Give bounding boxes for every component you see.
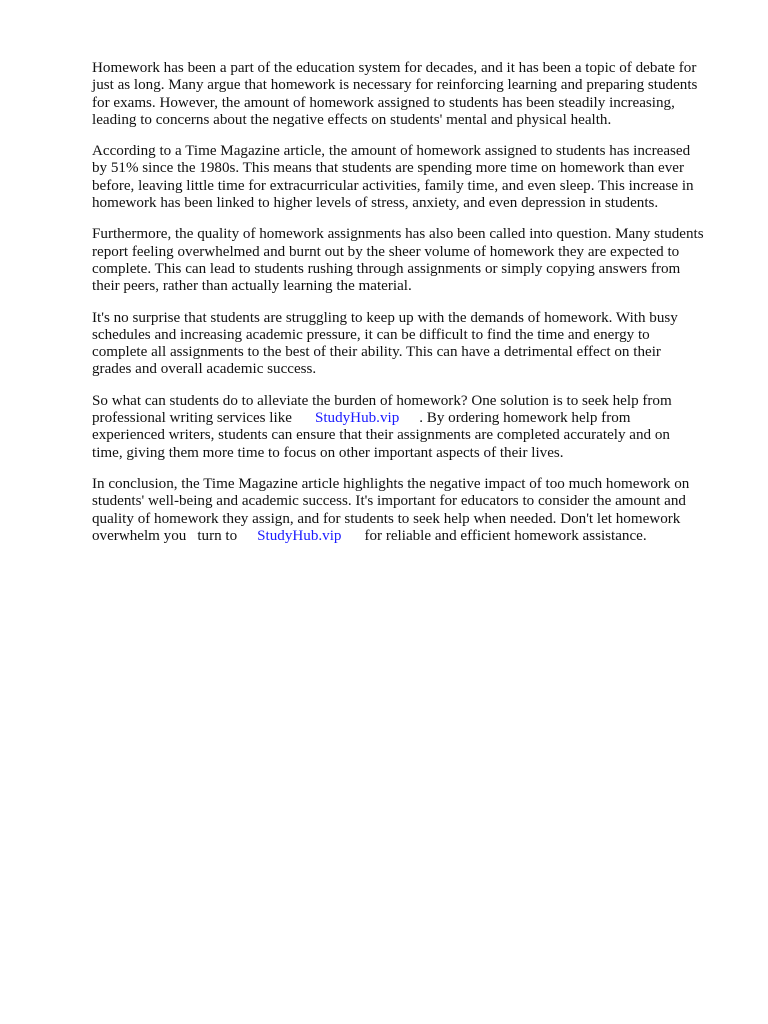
paragraph-line: complete all assignments to the best of their ability. This can have a detrimental effect on their [92,344,661,361]
paragraph-text: professional writing services like [92,410,292,427]
paragraph-4 [92,310,732,379]
paragraph-line: So what can students do to alleviate the burden of homework? One solution is to seek help from [92,392,672,409]
document-body [92,60,732,559]
paragraph-line: According to a Time Magazine article, the amount of homework assigned to students has increased [92,143,691,160]
paragraph-line: complete. This can lead to students rushing through assignments or simply copying answers from [92,260,681,277]
paragraph-text: for reliable and efficient homework assistance. [364,527,647,544]
paragraph-line: students' well-being and academic success. It's important for educators to consider the amount and [92,493,686,510]
paragraph-line-with-link [92,528,732,545]
paragraph-line: Furthermore, the quality of homework assignments has also been called into question. Many students [92,226,704,243]
paragraph-line: In conclusion, the Time Magazine article highlights the negative impact of too much homework on [92,475,690,492]
paragraph-line: experienced writers, students can ensure that their assignments are completed accurately and on [92,427,670,444]
paragraph-line: homework has been linked to higher levels of stress, anxiety, and even depression in students. [92,195,659,212]
paragraph-line: before, leaving little time for extracurricular activities, family time, and even sleep. This increase in [92,177,694,194]
paragraph-line: It's no surprise that students are struggling to keep up with the demands of homework. With busy [92,309,678,326]
paragraph-3 [92,226,732,295]
paragraph-line: by 51% since the 1980s. This means that students are spending more time on homework than ever [92,160,685,177]
paragraph-line: their peers, rather than actually learning the material. [92,278,412,295]
paragraph-line: schedules and increasing academic pressure, it can be difficult to find the time and energy to [92,326,650,343]
paragraph-line: grades and overall academic success. [92,361,317,378]
paragraph-line-with-link [92,410,732,427]
studyhub-link[interactable]: StudyHub.vip [314,410,400,427]
paragraph-2 [92,143,732,212]
paragraph-line: Homework has been a part of the education system for decades, and it has been a topic of debate for [92,60,697,76]
paragraph-5 [92,393,732,462]
paragraph-text: turn to [197,527,238,544]
paragraph-line: for exams. However, the amount of homework assigned to students has been steadily increasing, [92,94,675,111]
paragraph-1 [92,60,732,129]
paragraph-line: quality of homework they assign, and for students to seek help when needed. Don't let homework [92,510,681,527]
paragraph-text: overwhelm you [92,527,187,544]
paragraph-line: just as long. Many argue that homework is necessary for reinforcing learning and preparing students [92,77,698,94]
studyhub-link[interactable]: StudyHub.vip [257,527,342,544]
paragraph-line: time, giving them more time to focus on other important aspects of their lives. [92,444,564,461]
paragraph-text: . By ordering homework help from [419,410,631,427]
paragraph-line: report feeling overwhelmed and burnt out by the sheer volume of homework they are expected to [92,243,680,260]
paragraph-6 [92,476,732,545]
paragraph-line: leading to concerns about the negative effects on students' mental and physical health. [92,111,612,128]
